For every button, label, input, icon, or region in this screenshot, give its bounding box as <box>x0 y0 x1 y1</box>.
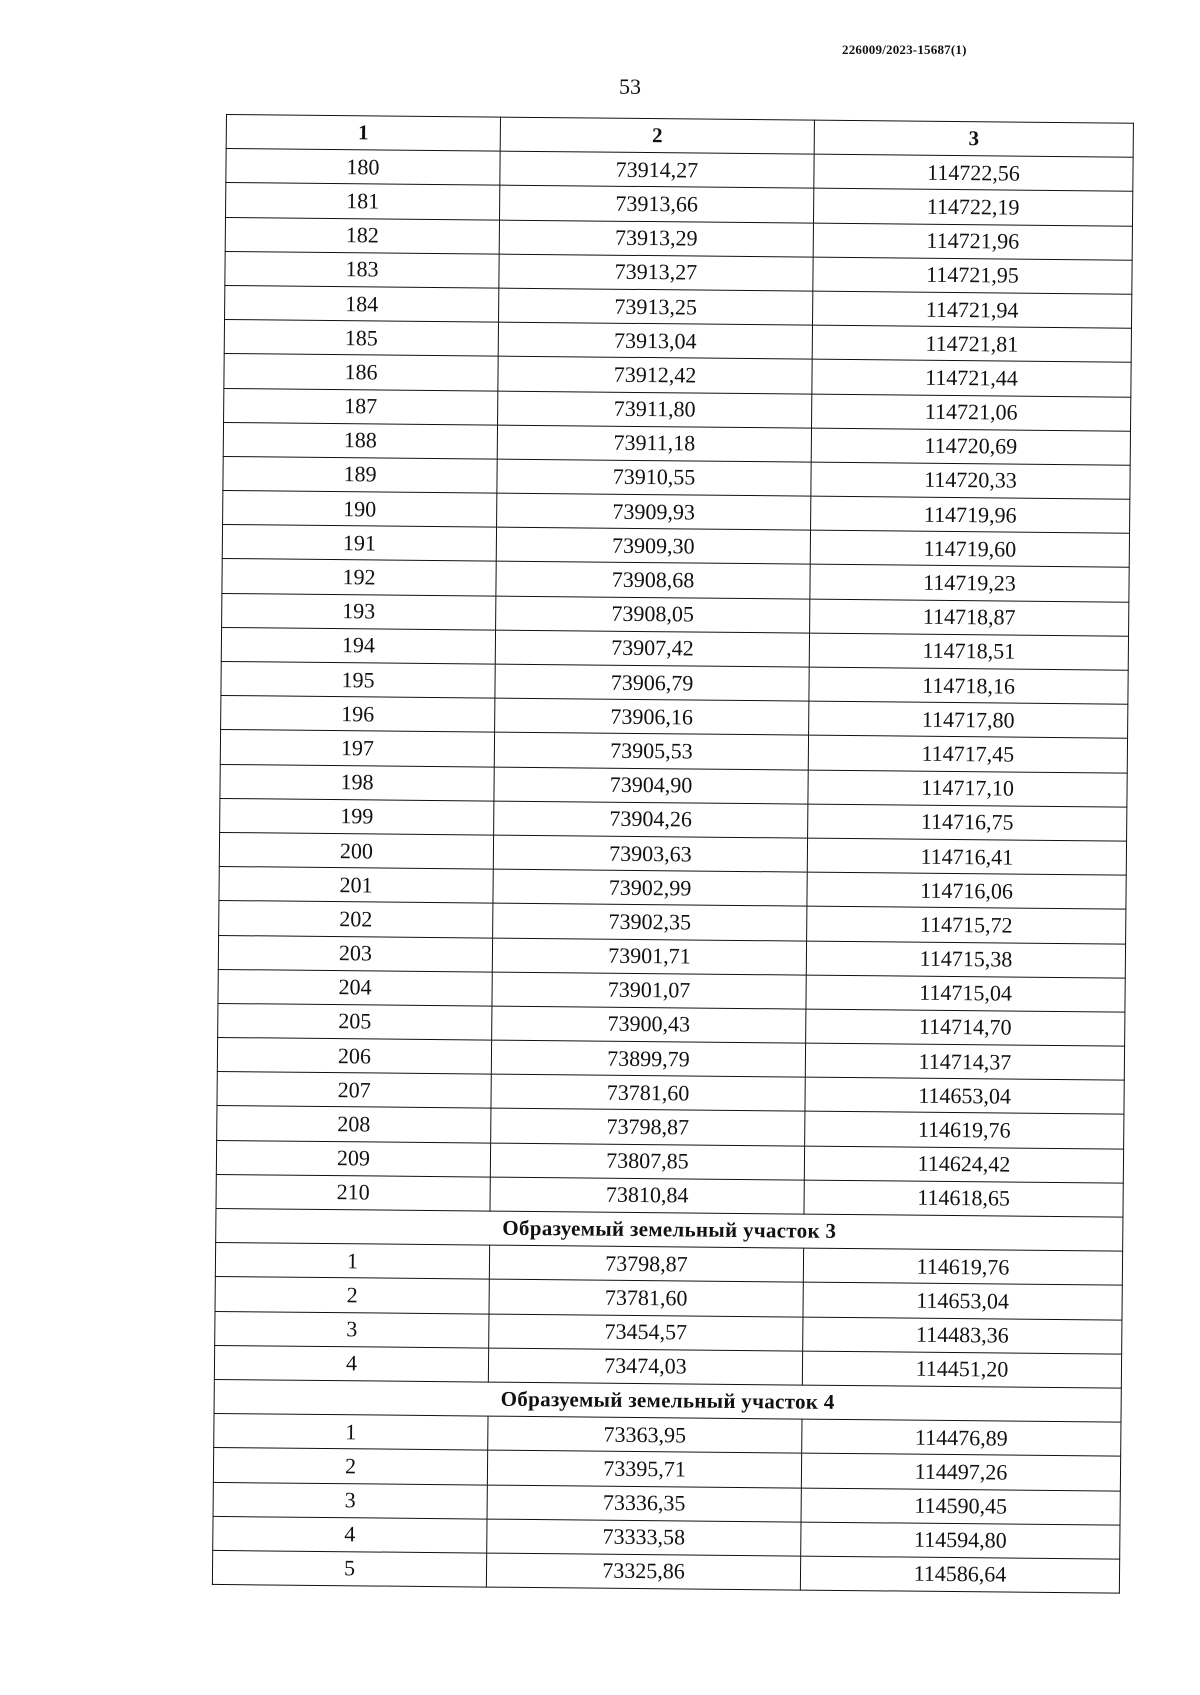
y-coordinate-cell: 114719,23 <box>810 565 1129 602</box>
coordinates-table-container <box>212 114 1133 1594</box>
point-number-cell: 182 <box>225 217 499 254</box>
x-coordinate-cell: 73913,25 <box>499 288 813 325</box>
x-coordinate-cell: 73454,57 <box>489 1314 803 1351</box>
point-number-cell: 204 <box>218 969 492 1006</box>
y-coordinate-cell: 114716,41 <box>807 838 1126 875</box>
header-cell-1: 1 <box>226 115 500 152</box>
point-number-cell: 208 <box>217 1106 491 1143</box>
y-coordinate-cell: 114586,64 <box>800 1556 1119 1593</box>
table-body <box>212 149 1133 1594</box>
y-coordinate-cell: 114720,69 <box>811 428 1130 465</box>
x-coordinate-cell: 73904,26 <box>494 801 808 838</box>
y-coordinate-cell: 114720,33 <box>811 462 1130 499</box>
point-number-cell: 2 <box>215 1277 489 1314</box>
y-coordinate-cell: 114653,04 <box>803 1282 1122 1319</box>
point-number-cell: 210 <box>216 1174 490 1211</box>
x-coordinate-cell: 73899,79 <box>491 1040 805 1077</box>
coordinates-table <box>212 114 1134 1594</box>
x-coordinate-cell: 73911,18 <box>497 425 811 462</box>
point-number-cell: 206 <box>217 1038 491 1075</box>
point-number-cell: 184 <box>225 285 499 322</box>
x-coordinate-cell: 73908,68 <box>496 562 810 599</box>
y-coordinate-cell: 114451,20 <box>802 1351 1121 1388</box>
x-coordinate-cell: 73909,30 <box>496 527 810 564</box>
table-row <box>212 1550 1119 1593</box>
y-coordinate-cell: 114714,70 <box>806 1009 1125 1046</box>
x-coordinate-cell: 73906,79 <box>495 664 809 701</box>
x-coordinate-cell: 73903,63 <box>493 835 807 872</box>
x-coordinate-cell: 73901,07 <box>492 972 806 1009</box>
x-coordinate-cell: 73781,60 <box>489 1279 803 1316</box>
point-number-cell: 2 <box>213 1448 487 1485</box>
y-coordinate-cell: 114715,72 <box>807 906 1126 943</box>
point-number-cell: 203 <box>218 935 492 972</box>
x-coordinate-cell: 73900,43 <box>492 1006 806 1043</box>
y-coordinate-cell: 114719,96 <box>811 496 1130 533</box>
x-coordinate-cell: 73325,86 <box>486 1553 800 1590</box>
y-coordinate-cell: 114717,10 <box>808 770 1127 807</box>
x-coordinate-cell: 73902,35 <box>493 903 807 940</box>
y-coordinate-cell: 114718,16 <box>809 667 1128 704</box>
y-coordinate-cell: 114718,51 <box>809 633 1128 670</box>
y-coordinate-cell: 114717,45 <box>808 735 1127 772</box>
point-number-cell: 205 <box>218 1003 492 1040</box>
point-number-cell: 4 <box>213 1516 487 1553</box>
y-coordinate-cell: 114714,37 <box>805 1043 1124 1080</box>
y-coordinate-cell: 114715,04 <box>806 975 1125 1012</box>
point-number-cell: 197 <box>220 730 494 767</box>
point-number-cell: 193 <box>222 593 496 630</box>
y-coordinate-cell: 114721,06 <box>812 394 1131 431</box>
y-coordinate-cell: 114716,06 <box>807 872 1126 909</box>
x-coordinate-cell: 73913,27 <box>499 254 813 291</box>
x-coordinate-cell: 73798,87 <box>491 1109 805 1146</box>
x-coordinate-cell: 73336,35 <box>487 1485 801 1522</box>
point-number-cell: 3 <box>213 1482 487 1519</box>
point-number-cell: 183 <box>225 251 499 288</box>
y-coordinate-cell: 114715,38 <box>806 941 1125 978</box>
point-number-cell: 5 <box>212 1550 486 1587</box>
y-coordinate-cell: 114719,60 <box>810 530 1129 567</box>
point-number-cell: 192 <box>222 559 496 596</box>
point-number-cell: 190 <box>223 491 497 528</box>
y-coordinate-cell: 114497,26 <box>801 1453 1120 1490</box>
x-coordinate-cell: 73333,58 <box>487 1519 801 1556</box>
x-coordinate-cell: 73474,03 <box>488 1348 802 1385</box>
point-number-cell: 209 <box>216 1140 490 1177</box>
x-coordinate-cell: 73909,93 <box>497 493 811 530</box>
point-number-cell: 4 <box>214 1345 488 1382</box>
point-number-cell: 1 <box>214 1414 488 1451</box>
x-coordinate-cell: 73905,53 <box>494 732 808 769</box>
x-coordinate-cell: 73395,71 <box>487 1450 801 1487</box>
point-number-cell: 200 <box>219 832 493 869</box>
y-coordinate-cell: 114594,80 <box>801 1522 1120 1559</box>
x-coordinate-cell: 73901,71 <box>492 938 806 975</box>
x-coordinate-cell: 73913,66 <box>499 186 813 223</box>
y-coordinate-cell: 114476,89 <box>802 1419 1121 1456</box>
point-number-cell: 194 <box>221 627 495 664</box>
y-coordinate-cell: 114618,65 <box>804 1180 1123 1217</box>
y-coordinate-cell: 114721,81 <box>812 325 1131 362</box>
x-coordinate-cell: 73907,42 <box>495 630 809 667</box>
x-coordinate-cell: 73912,42 <box>498 356 812 393</box>
x-coordinate-cell: 73904,90 <box>494 767 808 804</box>
page-number: 53 <box>619 74 641 99</box>
point-number-cell: 195 <box>221 661 495 698</box>
section-title: Образуемый земельный участок 3 <box>216 1208 1123 1251</box>
point-number-cell: 1 <box>215 1243 489 1280</box>
x-coordinate-cell: 73914,27 <box>500 151 814 188</box>
y-coordinate-cell: 114653,04 <box>805 1077 1124 1114</box>
point-number-cell: 196 <box>221 696 495 733</box>
point-number-cell: 186 <box>224 354 498 391</box>
y-coordinate-cell: 114717,80 <box>809 701 1128 738</box>
x-coordinate-cell: 73902,99 <box>493 869 807 906</box>
point-number-cell: 201 <box>219 867 493 904</box>
point-number-cell: 181 <box>226 183 500 220</box>
y-coordinate-cell: 114722,19 <box>813 189 1132 226</box>
y-coordinate-cell: 114619,76 <box>803 1248 1122 1285</box>
y-coordinate-cell: 114483,36 <box>803 1317 1122 1354</box>
x-coordinate-cell: 73810,84 <box>490 1177 804 1214</box>
point-number-cell: 3 <box>215 1311 489 1348</box>
header-cell-2: 2 <box>500 117 814 154</box>
x-coordinate-cell: 73911,80 <box>498 391 812 428</box>
point-number-cell: 191 <box>222 525 496 562</box>
y-coordinate-cell: 114722,56 <box>814 154 1133 191</box>
x-coordinate-cell: 73908,05 <box>496 596 810 633</box>
x-coordinate-cell: 73910,55 <box>497 459 811 496</box>
header-cell-3: 3 <box>814 120 1133 157</box>
y-coordinate-cell: 114624,42 <box>804 1146 1123 1183</box>
section-title: Образуемый земельный участок 4 <box>214 1379 1121 1422</box>
point-number-cell: 188 <box>223 422 497 459</box>
x-coordinate-cell: 73913,04 <box>498 322 812 359</box>
y-coordinate-cell: 114590,45 <box>801 1488 1120 1525</box>
point-number-cell: 180 <box>226 149 500 186</box>
x-coordinate-cell: 73781,60 <box>491 1074 805 1111</box>
x-coordinate-cell: 73363,95 <box>488 1416 802 1453</box>
y-coordinate-cell: 114716,75 <box>808 804 1127 841</box>
x-coordinate-cell: 73906,16 <box>495 698 809 735</box>
y-coordinate-cell: 114619,76 <box>805 1112 1124 1149</box>
point-number-cell: 199 <box>220 798 494 835</box>
x-coordinate-cell: 73913,29 <box>499 220 813 257</box>
x-coordinate-cell: 73798,87 <box>489 1245 803 1282</box>
point-number-cell: 185 <box>224 320 498 357</box>
x-coordinate-cell: 73807,85 <box>490 1143 804 1180</box>
y-coordinate-cell: 114721,96 <box>813 223 1132 260</box>
point-number-cell: 202 <box>219 901 493 938</box>
point-number-cell: 187 <box>224 388 498 425</box>
point-number-cell: 198 <box>220 764 494 801</box>
document-number: 226009/2023-15687(1) <box>842 42 967 57</box>
y-coordinate-cell: 114721,44 <box>812 359 1131 396</box>
y-coordinate-cell: 114721,95 <box>813 257 1132 294</box>
y-coordinate-cell: 114718,87 <box>810 599 1129 636</box>
point-number-cell: 189 <box>223 456 497 493</box>
y-coordinate-cell: 114721,94 <box>812 291 1131 328</box>
point-number-cell: 207 <box>217 1072 491 1109</box>
